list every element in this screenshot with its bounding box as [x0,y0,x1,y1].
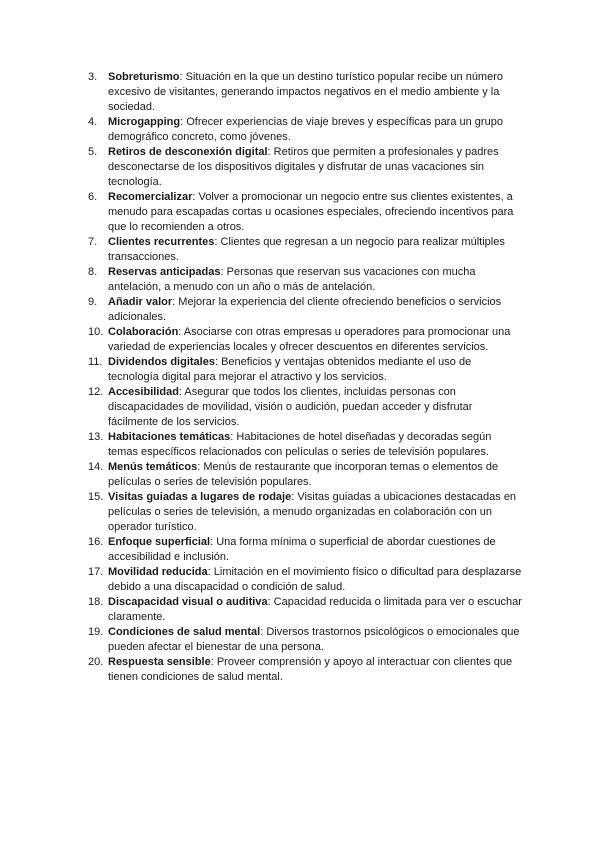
item-definition: : Visitas guiadas a ubicaciones destacadas en películas o series de televisión, a menudo organizadas en colaboración con un operador turístico. [108,491,517,533]
item-term: Colaboración [108,326,179,338]
list-item [88,70,524,115]
item-term: Enfoque superficial [108,536,211,548]
item-definition: : Personas que reservan sus vacaciones con mucha antelación, a menudo con un año o más de antelación. [108,266,476,293]
item-definition: : Mejorar la experiencia del cliente ofreciendo beneficios o servicios adicionales. [108,296,502,323]
item-definition: : Habitaciones de hotel diseñadas y decoradas según temas específicos relacionados con películas o series de televisión populares. [108,431,492,458]
item-definition: : Asociarse con otras empresas u operadores para promocionar una variedad de experiencias locales y ofrecer descuentos en diferentes servicios. [108,326,511,353]
item-number: 14. [88,461,104,473]
item-number: 4. [88,116,98,128]
list-item [88,145,524,190]
item-number: 12. [88,386,104,398]
list-item [88,190,524,235]
item-definition: : Asegurar que todos los clientes, incluidas personas con discapacidades de movilidad, visión o audición, puedan acceder y disfrutar fácilmente de los servicios. [108,386,473,428]
item-number: 18. [88,596,104,608]
item-term: Sobreturismo [108,71,180,83]
item-term: Visitas guiadas a lugares de rodaje [108,491,292,503]
item-number: 8. [88,266,98,278]
item-number: 6. [88,191,98,203]
list-item [88,355,524,385]
item-definition: : Clientes que regresan a un negocio para realizar múltiples transacciones. [108,236,505,263]
item-definition: : Proveer comprensión y apoyo al interactuar con clientes que tienen condiciones de salud mental. [108,656,513,683]
item-number: 17. [88,566,104,578]
list-item [88,625,524,655]
item-term: Menús temáticos [108,461,198,473]
list-item [88,385,524,430]
list-item [88,325,524,355]
item-term: Accesibilidad [108,386,179,398]
item-number: 13. [88,431,104,443]
item-definition: : Ofrecer experiencias de viaje breves y específicas para un grupo demográfico concreto, como jóvenes. [108,116,503,143]
list-item [88,535,524,565]
list-item [88,490,524,535]
item-number: 16. [88,536,104,548]
glossary-list [88,70,524,685]
list-item [88,430,524,460]
item-term: Condiciones de salud mental [108,626,261,638]
item-number: 15. [88,491,104,503]
item-number: 19. [88,626,104,638]
list-item [88,235,524,265]
item-definition: : Capacidad reducida o limitada para ver o escuchar claramente. [108,596,522,623]
item-definition: : Una forma mínima o superficial de abordar cuestiones de accesibilidad e inclusión. [108,536,496,563]
item-definition: : Limitación en el movimiento físico o dificultad para desplazarse debido a una discapacidad o condición de salud. [108,566,522,593]
item-definition: : Volver a promocionar un negocio entre sus clientes existentes, a menudo para escapadas cortas u ocasiones especiales, ofreciendo incentivos para que lo recomienden a otros. [108,191,514,233]
list-item [88,460,524,490]
list-item [88,265,524,295]
item-term: Añadir valor [108,296,173,308]
item-number: 5. [88,146,98,158]
list-item [88,115,524,145]
item-definition: : Diversos trastornos psicológicos o emocionales que pueden afectar el bienestar de una persona. [108,626,520,653]
item-number: 20. [88,656,104,668]
item-term: Recomercializar [108,191,193,203]
item-definition: : Situación en la que un destino turístico popular recibe un número excesivo de visitantes, generando impactos negativos en el medio ambiente y la sociedad. [108,71,503,113]
item-number: 10. [88,326,104,338]
item-term: Habitaciones temáticas [108,431,231,443]
item-term: Respuesta sensible [108,656,211,668]
item-term: Dividendos digitales [108,356,215,368]
list-item [88,655,524,685]
item-number: 11. [88,356,103,368]
item-definition: : Beneficios y ventajas obtenidos mediante el uso de tecnología digital para mejorar el atractivo y los servicios. [108,356,472,383]
item-term: Clientes recurrentes [108,236,215,248]
item-number: 9. [88,296,98,308]
item-term: Discapacidad visual o auditiva [108,596,268,608]
list-item [88,565,524,595]
list-item [88,295,524,325]
list-item [88,595,524,625]
item-term: Movilidad reducida [108,566,208,578]
item-term: Microgapping [108,116,181,128]
item-term: Reservas anticipadas [108,266,221,278]
item-definition: : Retiros que permiten a profesionales y padres desconectarse de los dispositivos digitales y disfrutar de unas vacaciones sin tecnología. [108,146,499,188]
item-term: Retiros de desconexión digital [108,146,268,158]
item-definition: : Menús de restaurante que incorporan temas o elementos de películas o series de televisión populares. [108,461,499,488]
item-number: 3. [88,71,98,83]
item-number: 7. [88,236,98,248]
